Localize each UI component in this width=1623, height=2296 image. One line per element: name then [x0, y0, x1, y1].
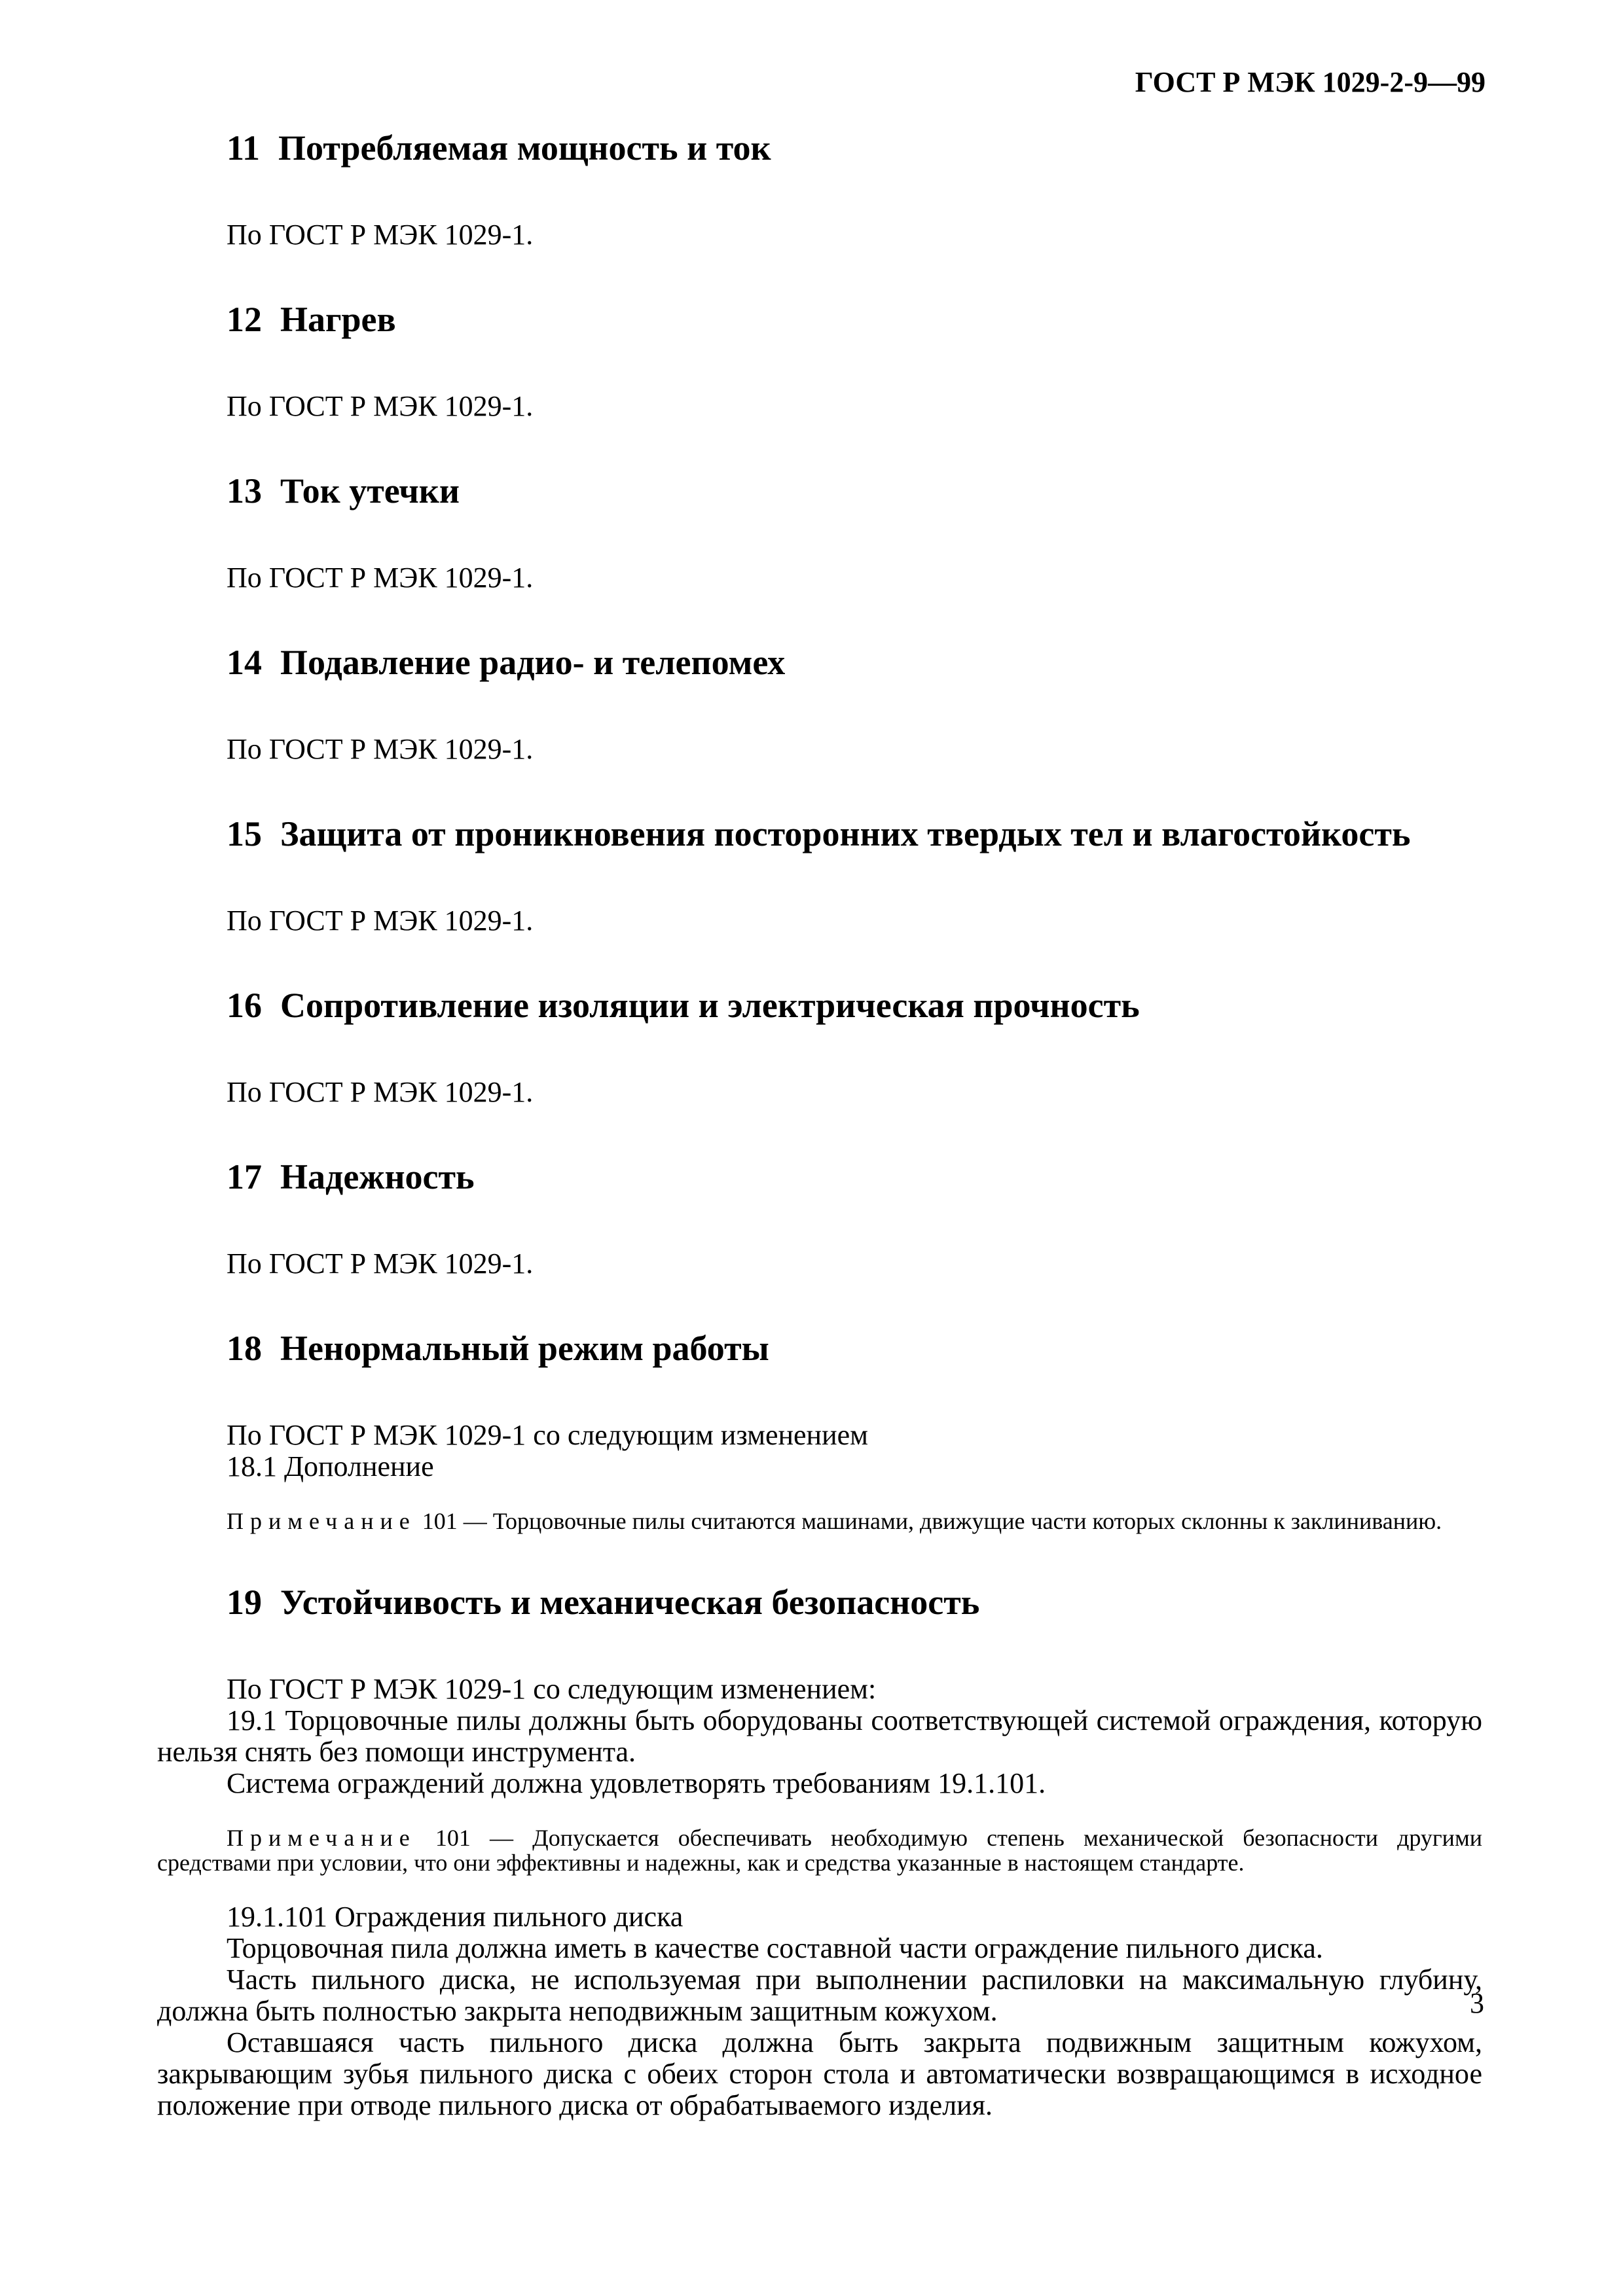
section-text: По ГОСТ Р МЭК 1029-1.	[227, 562, 534, 594]
note-label: Примечание	[227, 1825, 416, 1851]
section-text: По ГОСТ Р МЭК 1029-1.	[227, 219, 534, 251]
paragraph: По ГОСТ Р МЭК 1029-1 со следующим изменением:	[227, 1673, 877, 1705]
section-number: 18	[227, 1329, 262, 1368]
section-13	[157, 471, 1482, 594]
section-text: По ГОСТ Р МЭК 1029-1.	[227, 733, 534, 765]
section-heading	[157, 1157, 1482, 1197]
section-heading	[157, 1582, 1482, 1623]
section-title: Устойчивость и механическая безопасность	[280, 1583, 980, 1622]
section-number: 12	[227, 300, 262, 339]
note-text: 101 — Торцовочные пилы считаются машинами, движущие части которых склонны к заклиниванию.	[416, 1508, 1442, 1534]
section-11	[157, 128, 1482, 251]
section-14	[157, 642, 1482, 765]
section-title: Ненормальный режим работы	[280, 1329, 769, 1368]
page-number: 3	[1470, 1987, 1484, 2019]
section-title: Сопротивление изоляции и электрическая прочность	[280, 986, 1140, 1025]
paragraph: 19.1 Торцовочные пилы должны быть оборудованы соответствующей системой ограждения, которую нельзя снять без помощи инструмента.	[157, 1704, 1482, 1768]
section-title: Защита от проникновения посторонних твердых тел и влагостойкость	[280, 814, 1411, 853]
section-text: По ГОСТ Р МЭК 1029-1.	[227, 390, 534, 422]
section-18	[157, 1328, 1482, 1534]
section-number: 11	[227, 128, 261, 168]
section-heading	[157, 299, 1482, 340]
section-16	[157, 985, 1482, 1108]
section-number: 17	[227, 1157, 262, 1196]
section-heading	[157, 814, 1482, 854]
section-heading	[157, 128, 1482, 168]
document-code-header: ГОСТ Р МЭК 1029-2-9—99	[1135, 66, 1486, 98]
paragraph: Торцовочная пила должна иметь в качестве составной части ограждение пильного диска.	[227, 1932, 1323, 1964]
section-text: По ГОСТ Р МЭК 1029-1.	[227, 1247, 534, 1280]
section-title: Потребляемая мощность и ток	[278, 128, 771, 168]
section-15	[157, 814, 1482, 937]
section-text: По ГОСТ Р МЭК 1029-1.	[227, 905, 534, 937]
paragraph: Часть пильного диска, не используемая при выполнении распиловки на максимальную глубину, должна быть полностью закрыта неподвижным защитным кожухом.	[157, 1964, 1482, 2027]
section-19	[157, 1582, 1482, 2121]
section-heading	[157, 985, 1482, 1026]
paragraph: Оставшаяся часть пильного диска должна быть закрыта подвижным защитным кожухом, закрывающим зубья пильного диска с обеих сторон стола и автоматически возвращающимся в исходное положение при отводе пильного диска от обрабатываемого изделия.	[157, 2026, 1482, 2121]
section-number: 15	[227, 814, 262, 853]
section-title: Нагрев	[280, 300, 396, 339]
subsection-line: 18.1 Дополнение	[227, 1450, 434, 1482]
note-label: Примечание	[227, 1508, 416, 1534]
section-title: Ток утечки	[280, 471, 460, 511]
section-12	[157, 299, 1482, 422]
section-heading	[157, 1328, 1482, 1369]
page-content	[157, 128, 1482, 2121]
section-text: По ГОСТ Р МЭК 1029-1 со следующим изменением	[227, 1419, 869, 1451]
section-number: 13	[227, 471, 262, 511]
section-title: Подавление радио- и телепомех	[280, 643, 786, 682]
section-number: 14	[227, 643, 262, 682]
note	[157, 1509, 1482, 1534]
section-title: Надежность	[280, 1157, 475, 1196]
section-17	[157, 1157, 1482, 1280]
note-text: 101 — Допускается обеспечивать необходимую степень механической безопасности другими средствами при условии, что они эффективны и надежны, как и средства указанные в настоящем стандарте.	[157, 1825, 1482, 1876]
paragraph: 19.1.101 Ограждения пильного диска	[227, 1901, 684, 1933]
section-number: 16	[227, 986, 262, 1025]
note	[157, 1825, 1482, 1875]
section-number: 19	[227, 1583, 262, 1622]
section-text: По ГОСТ Р МЭК 1029-1.	[227, 1076, 534, 1108]
paragraph: Система ограждений должна удовлетворять требованиям 19.1.101.	[227, 1767, 1046, 1799]
section-heading	[157, 471, 1482, 511]
section-heading	[157, 642, 1482, 683]
